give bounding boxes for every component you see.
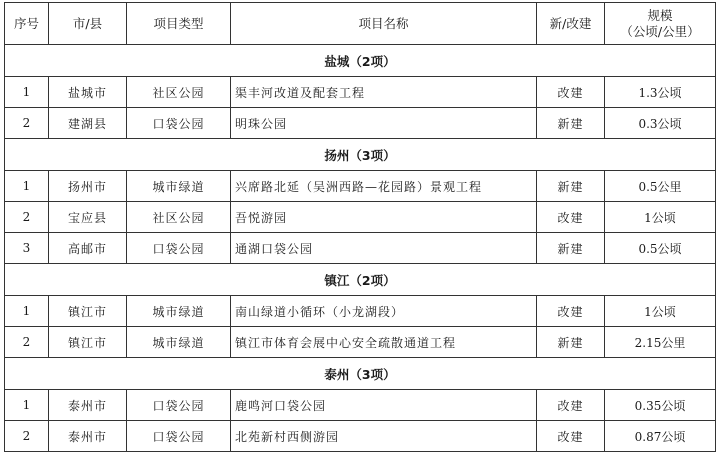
cell-build: 改建 — [537, 202, 605, 233]
table-row — [5, 202, 716, 233]
cell-type: 口袋公园 — [127, 233, 231, 264]
table-row — [5, 296, 716, 327]
cell-type: 口袋公园 — [127, 390, 231, 421]
cell-seq: 1 — [5, 390, 49, 421]
cell-city: 扬州市 — [49, 171, 127, 202]
cell-name: 南山绿道小循环（小龙湖段） — [231, 296, 537, 327]
cell-city: 泰州市 — [49, 390, 127, 421]
table-body — [5, 45, 716, 452]
cell-scale: 1公顷 — [605, 202, 716, 233]
cell-type: 城市绿道 — [127, 296, 231, 327]
cell-seq: 2 — [5, 327, 49, 358]
group-title: 镇江（2项） — [5, 264, 716, 296]
table-row — [5, 171, 716, 202]
cell-build: 改建 — [537, 421, 605, 452]
header-row — [5, 3, 716, 45]
group-row — [5, 264, 716, 296]
cell-type: 社区公园 — [127, 202, 231, 233]
cell-city: 泰州市 — [49, 421, 127, 452]
cell-build: 改建 — [537, 390, 605, 421]
cell-scale: 2.15公里 — [605, 327, 716, 358]
cell-seq: 3 — [5, 233, 49, 264]
table-row — [5, 421, 716, 452]
cell-name: 渠丰河改道及配套工程 — [231, 77, 537, 108]
cell-scale: 1.3公顷 — [605, 77, 716, 108]
header-name: 项目名称 — [231, 3, 537, 45]
cell-build: 改建 — [537, 296, 605, 327]
header-build: 新/改建 — [537, 3, 605, 45]
cell-name: 吾悦游园 — [231, 202, 537, 233]
cell-scale: 1公顷 — [605, 296, 716, 327]
cell-name: 北苑新村西侧游园 — [231, 421, 537, 452]
cell-build: 新建 — [537, 233, 605, 264]
cell-scale: 0.5公里 — [605, 171, 716, 202]
table-row — [5, 233, 716, 264]
cell-city: 镇江市 — [49, 327, 127, 358]
header-type: 项目类型 — [127, 3, 231, 45]
table-row — [5, 108, 716, 139]
cell-name: 镇江市体育会展中心安全疏散通道工程 — [231, 327, 537, 358]
cell-type: 城市绿道 — [127, 171, 231, 202]
table-row — [5, 390, 716, 421]
group-title: 扬州（3项） — [5, 139, 716, 171]
cell-city: 高邮市 — [49, 233, 127, 264]
cell-seq: 2 — [5, 108, 49, 139]
cell-city: 建湖县 — [49, 108, 127, 139]
group-title: 泰州（3项） — [5, 358, 716, 390]
table-row — [5, 327, 716, 358]
cell-seq: 2 — [5, 421, 49, 452]
cell-seq: 1 — [5, 296, 49, 327]
header-scale-line2: （公顷/公里） — [620, 23, 700, 39]
header-scale-line1: 规模 — [647, 7, 673, 23]
cell-city: 宝应县 — [49, 202, 127, 233]
cell-type: 城市绿道 — [127, 327, 231, 358]
group-row — [5, 139, 716, 171]
cell-name: 通湖口袋公园 — [231, 233, 537, 264]
cell-name: 明珠公园 — [231, 108, 537, 139]
cell-build: 新建 — [537, 171, 605, 202]
group-row — [5, 45, 716, 77]
cell-build: 新建 — [537, 327, 605, 358]
group-row — [5, 358, 716, 390]
cell-type: 社区公园 — [127, 77, 231, 108]
header-city: 市/县 — [49, 3, 127, 45]
cell-seq: 1 — [5, 171, 49, 202]
cell-type: 口袋公园 — [127, 108, 231, 139]
cell-seq: 2 — [5, 202, 49, 233]
cell-build: 改建 — [537, 77, 605, 108]
cell-city: 镇江市 — [49, 296, 127, 327]
table-row — [5, 77, 716, 108]
cell-scale: 0.35公顷 — [605, 390, 716, 421]
project-table — [4, 2, 716, 452]
cell-name: 兴席路北延（吴洲西路—花园路）景观工程 — [231, 171, 537, 202]
cell-seq: 1 — [5, 77, 49, 108]
cell-scale: 0.87公顷 — [605, 421, 716, 452]
cell-scale: 0.5公顷 — [605, 233, 716, 264]
cell-scale: 0.3公顷 — [605, 108, 716, 139]
cell-type: 口袋公园 — [127, 421, 231, 452]
cell-name: 鹿鸣河口袋公园 — [231, 390, 537, 421]
header-seq: 序号 — [5, 3, 49, 45]
group-title: 盐城（2项） — [5, 45, 716, 77]
header-scale — [605, 3, 716, 45]
cell-build: 新建 — [537, 108, 605, 139]
cell-city: 盐城市 — [49, 77, 127, 108]
